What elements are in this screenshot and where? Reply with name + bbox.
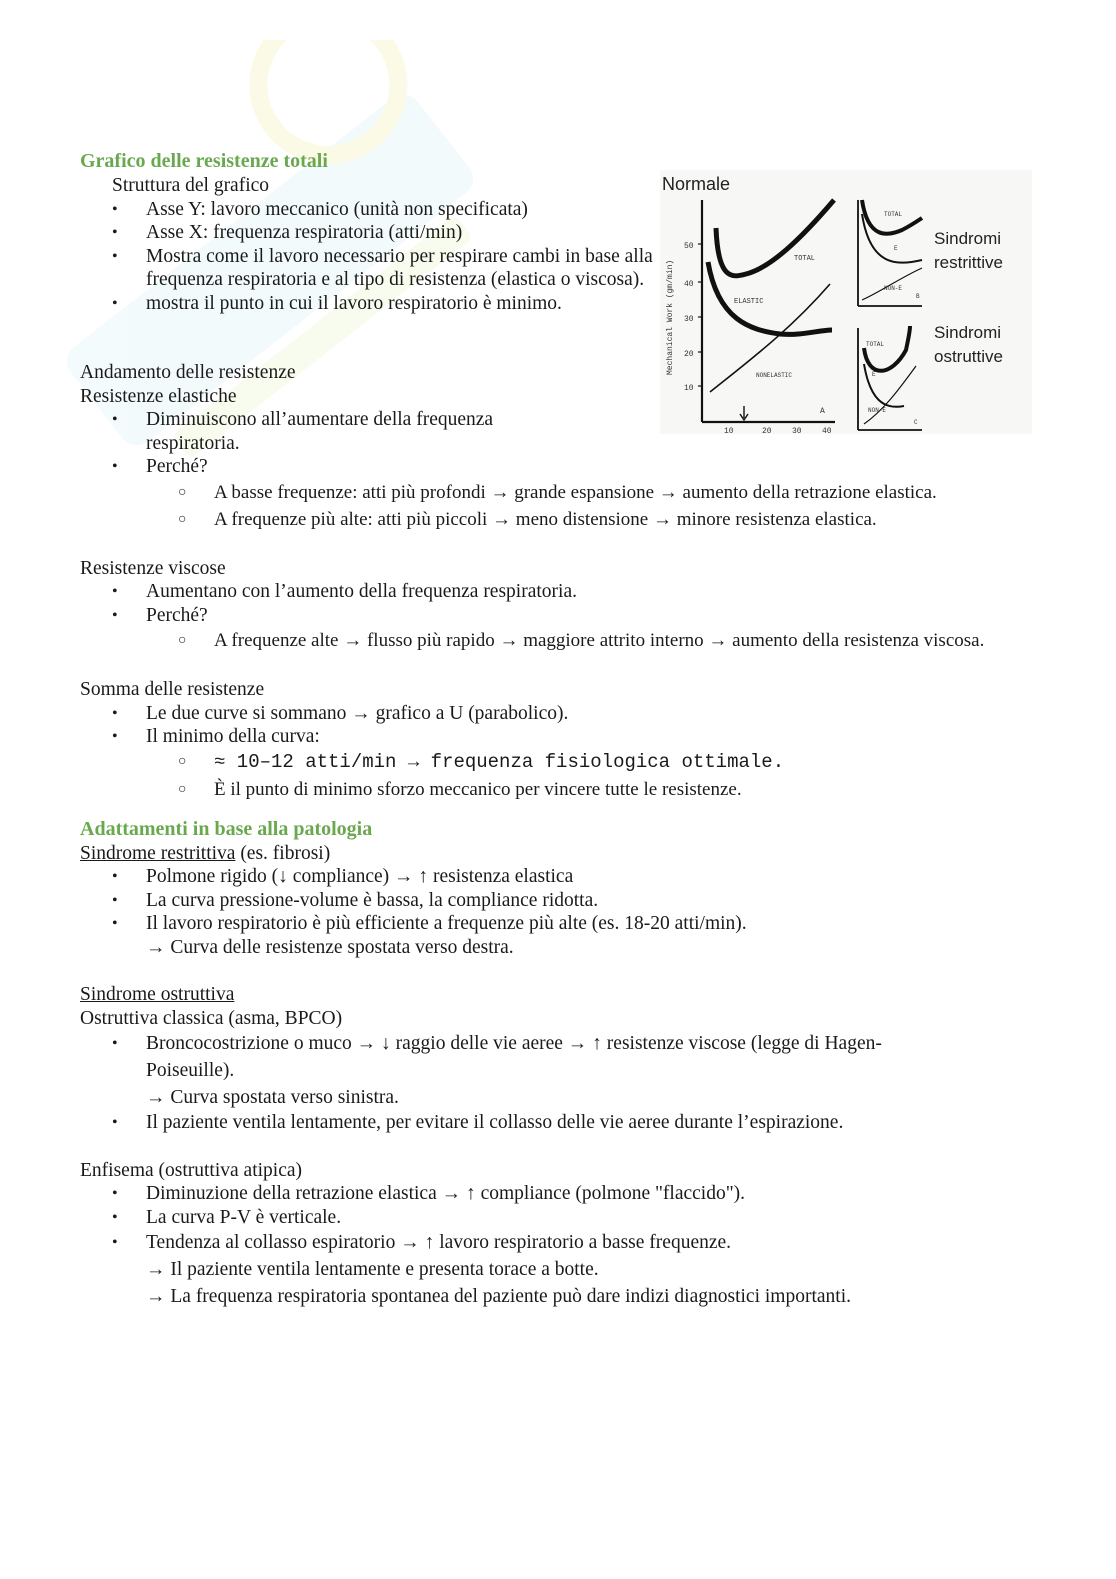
list-item: • La curva pressione-volume è bassa, la compliance ridotta. [146,889,1040,913]
list-item [146,604,1040,655]
x-tick: 30 [792,427,802,434]
arrow-note: → Il paziente ventila lentamente e presenta torace a botte. [146,1259,599,1280]
x-tick: 20 [762,427,772,434]
x-tick: 10 [724,427,734,434]
panel-a-label: A [820,407,825,416]
list-item [146,912,1040,959]
list-item: • Polmone rigido (↓ compliance) → ↑ resistenza elastica [146,865,1040,889]
ostruttive-title-2: ostruttive [934,347,1003,366]
y-tick: 30 [684,315,694,324]
sub-item: ○ A basse frequenze: atti più profondi → grande espansione → aumento della retrazione elastica. [214,479,1040,506]
x-tick: 40 [822,427,832,434]
list-item: • Asse X: frequenza respiratoria (atti/min) [146,221,706,245]
restrittiva-heading [80,842,1040,866]
list-item: • mostra il punto in cui il lavoro respiratorio è minimo. [146,292,706,316]
ostruttiva-classica-label: Ostruttiva classica (asma, BPCO) [80,1007,343,1029]
sub-item: ○ ≈ 10–12 atti/min → frequenza fisiologica ottimale. [214,749,1040,776]
list-item: • Diminuiscono all’aumentare della frequenza respiratoria. [146,408,566,455]
obstructive-non-e-label: NON-E [868,407,887,414]
sub-item: ○ È il punto di minimo sforzo meccanico per vincere tutte le resistenze. [214,776,1040,803]
list-item [146,1229,1040,1310]
obstructive-e-label: E [872,371,876,378]
restrittiva-example: (es. fibrosi) [235,842,331,864]
list-item: • Il paziente ventila lentamente, per evitare il collasso delle vie aeree durante l’espirazione. [146,1111,1040,1135]
ostruttiva-label: Sindrome ostruttiva [80,984,235,1005]
panel-c-label: C [914,419,918,426]
list-item: • Asse Y: lavoro meccanico (unità non specificata) [146,198,706,222]
ostruttive-title-1: Sindromi [934,323,1002,342]
section-title-adattamenti: Adattamenti in base alla patologia [80,817,373,840]
enfisema-label: Enfisema (ostruttiva atipica) [80,1159,303,1181]
ostruttiva-list [80,1030,1040,1135]
normale-title: Normale [662,174,731,194]
arrow-note: → Curva delle resistenze spostata verso destra. [146,936,514,958]
restrictive-non-e-label: NON-E [884,285,903,292]
list-item: • Le due curve si sommano → grafico a U (parabolico). [146,702,1040,726]
list-item: • Mostra come il lavoro necessario per respirare cambi in base alla frequenza respiratoria e al tipo di resistenza (elastica o viscosa). [146,245,706,292]
restrittiva-list [80,865,1040,959]
restrictive-e-label: E [894,245,898,252]
viscose-sublist [146,627,1040,654]
document-page [80,149,1040,1310]
somma-list [80,702,1040,803]
list-item [146,725,1040,803]
struttura-label: Struttura del grafico [112,175,270,196]
total-curve-label: TOTAL [794,255,816,263]
y-tick: 10 [684,384,694,393]
panel-b-label: B [916,293,920,300]
list-item: • Diminuzione della retrazione elastica → ↑ compliance (polmone "flaccido"). [146,1182,1040,1206]
list-item-text: Il lavoro respiratorio è più efficiente a frequenze più alte (es. 18-20 atti/min). [146,913,747,934]
elastiche-label: Resistenze elastiche [80,385,237,407]
y-axis-label: Mechanical Work (gm/min) [666,259,675,375]
y-tick: 20 [684,350,694,359]
somma-label: Somma delle resistenze [80,679,265,700]
sub-item: ○ A frequenze più alte: atti più piccoli → meno distensione → minore resistenza elastica. [214,506,1040,533]
list-item: • La curva P-V è verticale. [146,1206,1040,1230]
struttura-list [80,198,706,316]
elastiche-list [80,408,1040,533]
nonelastic-curve-label: NONELASTIC [756,372,793,379]
restrittive-title-2: restrittive [934,253,1003,272]
y-tick: 50 [684,242,694,251]
restrittive-title-1: Sindromi [934,229,1002,248]
viscose-list [80,580,1040,654]
restrittiva-label: Sindrome restrittiva [80,842,236,864]
list-item-text: Tendenza al collasso espiratorio → ↑ lavoro respiratorio a basse frequenze. [146,1232,732,1253]
perche-label: Perché? [146,456,208,477]
list-item [146,1030,956,1111]
somma-sublist [146,749,1040,803]
elastiche-sublist [146,479,1040,533]
arrow-note: → La frequenza respiratoria spontanea del paziente può dare indizi diagnostici importanti. [146,1286,851,1307]
obstructive-total-label: TOTAL [866,341,885,348]
arrow-note: → Curva spostata verso sinistra. [146,1087,399,1108]
sub-item: ○ A frequenze alte → flusso più rapido → maggiore attrito interno → aumento della resistenza viscosa. [214,627,1014,654]
elastic-curve-label: ELASTIC [734,298,764,306]
minimo-label: Il minimo della curva: [146,726,320,747]
andamento-title: Andamento delle resistenze [80,362,296,383]
enfisema-list [80,1182,1040,1310]
section-title-grafico: Grafico delle resistenze totali [80,150,328,172]
restrictive-total-label: TOTAL [884,211,903,218]
perche-label: Perché? [146,604,208,626]
list-item-text: Broncocostrizione o muco → ↓ raggio delle vie aeree → ↑ resistenze viscose (legge di Hagen-Poiseuille). [146,1033,882,1081]
list-item [146,455,1040,533]
list-item: • Aumentano con l’aumento della frequenza respiratoria. [146,580,1040,604]
viscose-label: Resistenze viscose [80,557,226,579]
y-tick: 40 [684,280,694,289]
